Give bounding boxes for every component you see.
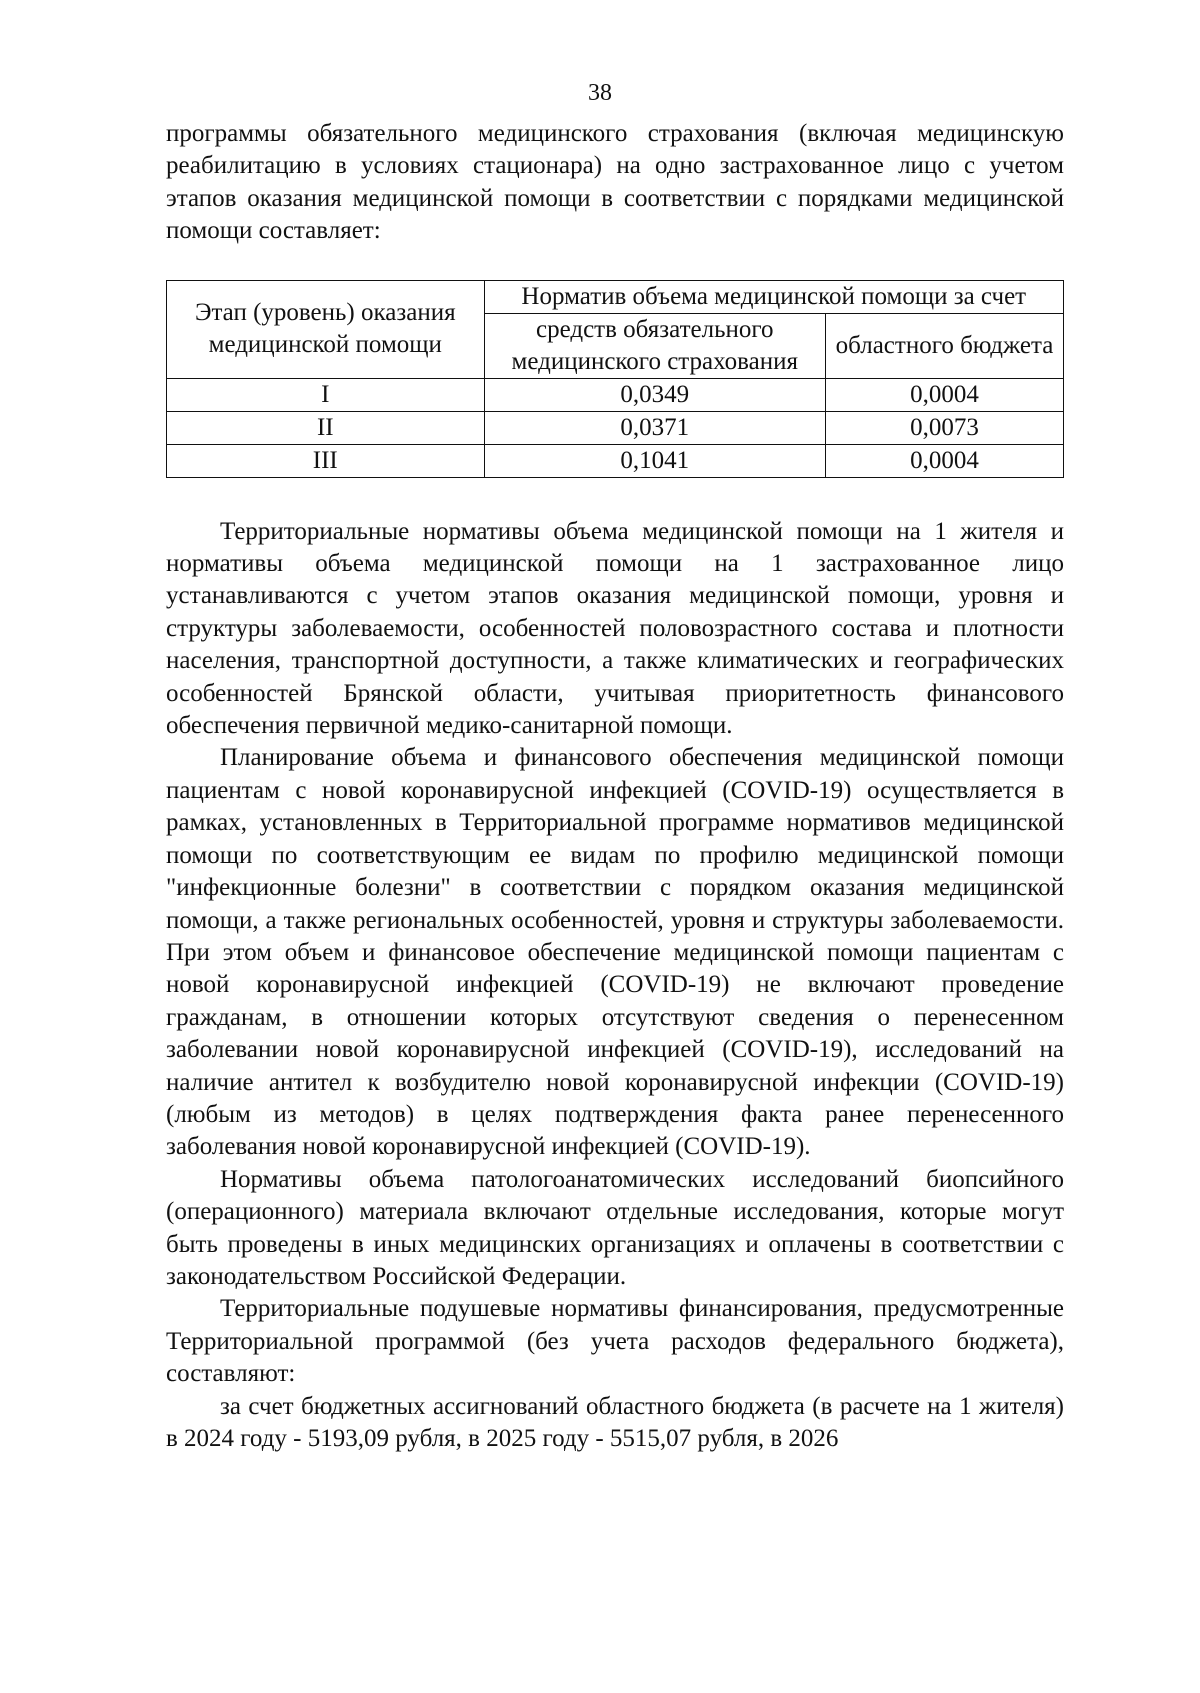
paragraph-pathology-norms: Нормативы объема патологоанатомических исследований биопсийного (операционного) материала включают отдельные исследования, которые могут быть проведены в иных медицинских организациях и оплачены в соответствии с законодательством Российской Федерации. — [166, 1165, 1064, 1290]
header-oms: средств обязательного медицинского страхования — [484, 313, 825, 378]
table-row — [167, 444, 1064, 477]
header-stage: Этап (уровень) оказания медицинской помощи — [167, 280, 485, 378]
paragraph-per-capita-norms: Территориальные подушевые нормативы финансирования, предусмотренные Территориальной программой (без учета расходов федерального бюджета), составляют: — [166, 1295, 1064, 1388]
table-row — [167, 411, 1064, 444]
cell-oms: 0,0371 — [484, 411, 825, 444]
page-number: 38 — [588, 80, 612, 106]
volume-norms-table — [166, 280, 1064, 478]
cell-budget: 0,0004 — [825, 378, 1063, 411]
header-norm: Норматив объема медицинской помощи за счет — [484, 280, 1063, 313]
page-content — [166, 118, 1064, 1455]
cell-oms: 0,1041 — [484, 444, 825, 477]
cell-budget: 0,0004 — [825, 444, 1063, 477]
table-row — [167, 378, 1064, 411]
paragraph-covid-planning: Планирование объема и финансового обеспечения медицинской помощи пациентам с новой коронавирусной инфекцией (COVID-19) осуществляется в рамках, установленных в Территориальной программе нормативов медицинской помощи по соответствующим ее видам по профилю медицинской помощи "инфекционные болезни" в соответствии с порядком оказания медицинской помощи, а также региональных особенностей, уровня и структуры заболеваемости. При этом объем и финансовое обеспечение медицинской помощи пациентам с новой коронавирусной инфекцией (COVID-19) не включают проведение гражданам, в отношении которых отсутствуют сведения о перенесенном заболевании новой коронавирусной инфекцией (COVID-19), исследований на наличие антител к возбудителю новой коронавирусной инфекции (COVID-19) (любым из методов) в целях подтверждения факта ранее перенесенного заболевания новой коронавирусной инфекцией (COVID-19). — [166, 744, 1064, 1161]
paragraph-regional-budget: за счет бюджетных ассигнований областного бюджета (в расчете на 1 жителя) в 2024 году - 5193,09 рубля, в 2025 году - 5515,07 рубля, в 2026 — [166, 1392, 1064, 1452]
cell-stage: III — [167, 444, 485, 477]
cell-oms: 0,0349 — [484, 378, 825, 411]
cell-stage: I — [167, 378, 485, 411]
cell-stage: II — [167, 411, 485, 444]
cell-budget: 0,0073 — [825, 411, 1063, 444]
table-header-row — [167, 280, 1064, 313]
paragraph-territorial-norms: Территориальные нормативы объема медицинской помощи на 1 жителя и нормативы объема медицинской помощи на 1 застрахованное лицо устанавливаются с учетом этапов оказания медицинской помощи, уровня и структуры заболеваемости, особенностей половозрастного состава и плотности населения, транспортной доступности, а также климатических и географических особенностей Брянской области, учитывая приоритетность финансового обеспечения первичной медико-санитарной помощи. — [166, 517, 1064, 740]
intro-paragraph: программы обязательного медицинского страхования (включая медицинскую реабилитацию в условиях стационара) на одно застрахованное лицо с учетом этапов оказания медицинской помощи в соответствии с порядками медицинской помощи составляет: — [166, 120, 1064, 245]
header-budget: областного бюджета — [825, 313, 1063, 378]
